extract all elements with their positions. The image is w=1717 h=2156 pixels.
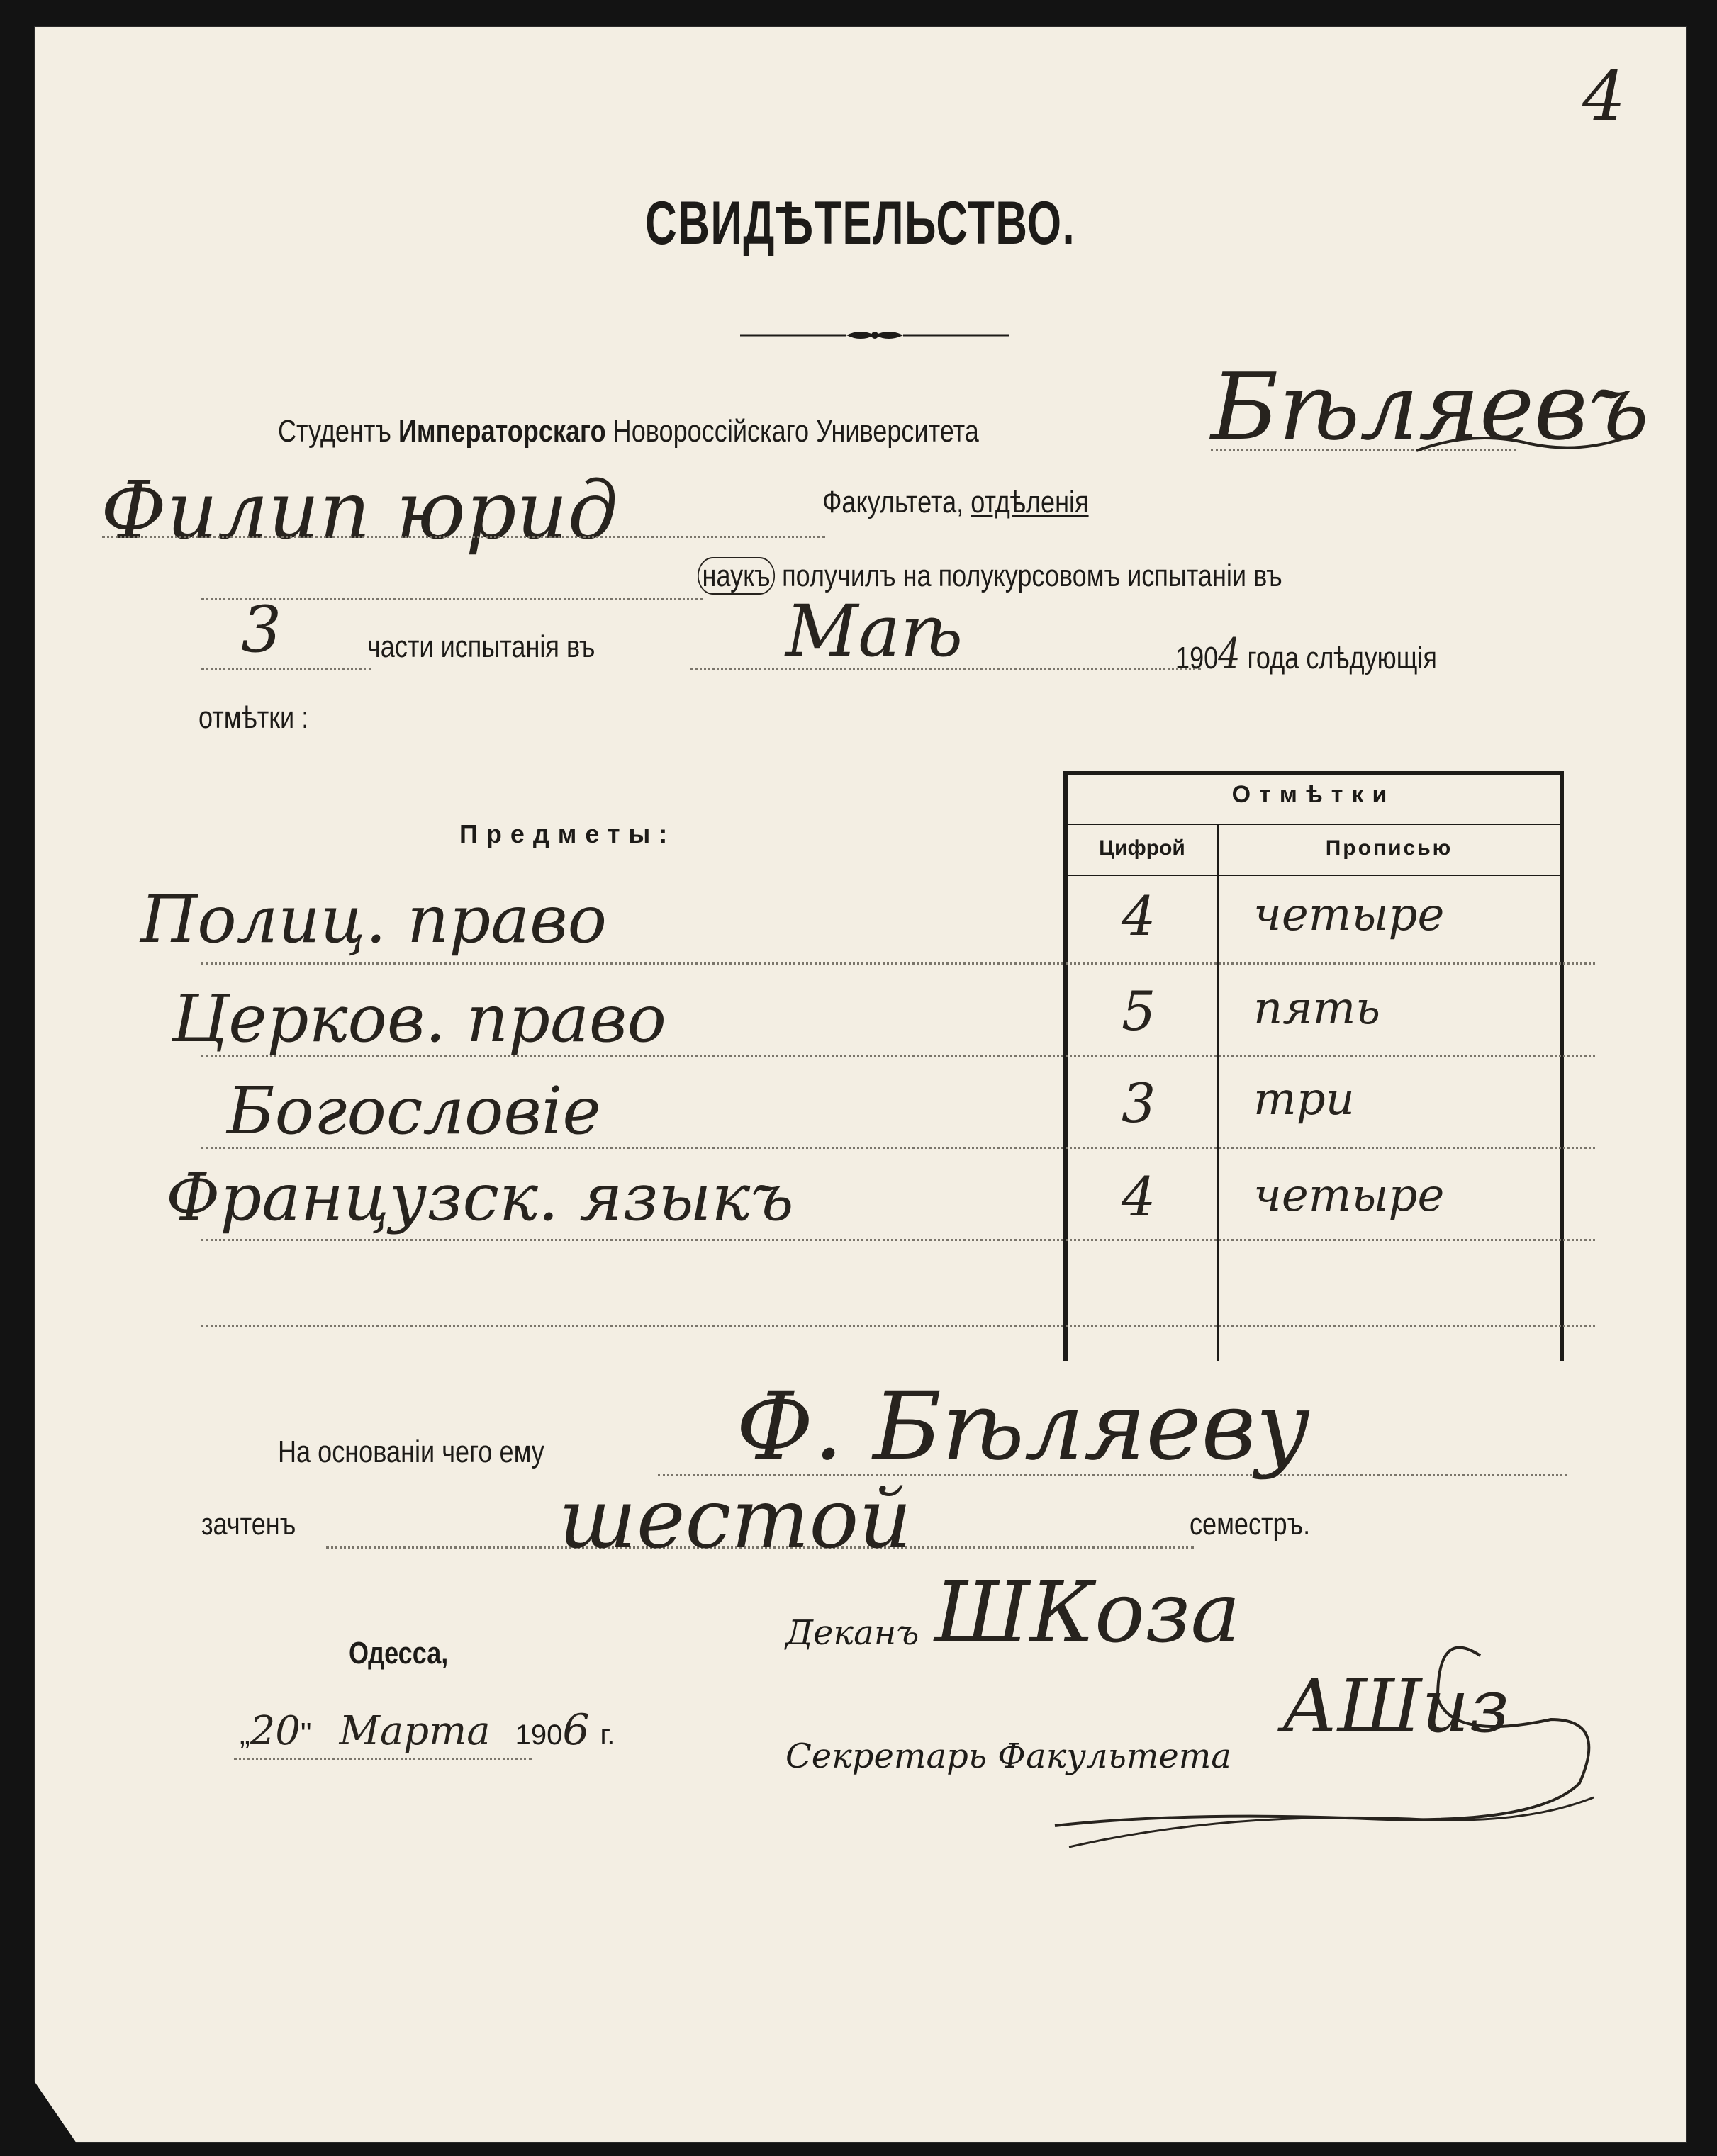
date-month-handwritten: Марта: [339, 1708, 491, 1754]
row-4-dotted-line: [201, 1239, 1595, 1241]
secretary-signature-flourish: [1041, 1613, 1622, 1868]
grade-word-2: пять: [1253, 982, 1381, 1035]
title-ornament-divider: [740, 325, 1009, 346]
student-label: Студентъ: [278, 414, 391, 449]
document-title: СВИДѢТЕЛЬСТВО.: [645, 189, 1076, 257]
exam-month-handwritten: Маѣ: [785, 590, 963, 673]
grade-word-3: три: [1253, 1073, 1355, 1125]
subjects-header: Предметы:: [459, 819, 676, 848]
university-label: Новороссійскаго Университета: [613, 414, 979, 449]
semester-handwritten: шестой: [559, 1471, 912, 1567]
subject-row-4: Французск. языкъ: [166, 1160, 794, 1235]
date-year-suffix: г.: [600, 1719, 615, 1751]
row-1-dotted-line: [201, 962, 1595, 965]
faculty-handwritten: Филип юрид: [101, 465, 618, 557]
student-line: [278, 414, 1133, 449]
date-year-handwritten: 6: [562, 1705, 590, 1755]
grade-number-4: 4: [1122, 1165, 1156, 1228]
date-day-handwritten: 20: [250, 1708, 301, 1754]
exam-line: [698, 558, 1411, 594]
city-label: Одесса,: [349, 1636, 449, 1671]
page-number: 4: [1582, 57, 1626, 136]
year-handwritten: 4: [1218, 629, 1241, 679]
dean-label: Деканъ: [785, 1613, 919, 1653]
dean-signature: ШКоза: [934, 1563, 1241, 1661]
row-2-dotted-line: [201, 1055, 1595, 1057]
sciences-label: наукъ: [698, 557, 775, 595]
recipient-name-handwritten: Ф. Бѣляеву: [736, 1372, 1310, 1481]
grade-word-4: четыре: [1253, 1169, 1445, 1222]
secretary-label: Секретарь Факультета: [785, 1736, 1231, 1776]
table-column-words: Прописью: [1325, 836, 1453, 860]
subject-row-3: Богословіе: [227, 1073, 601, 1149]
date-line: [240, 1705, 615, 1755]
student-surname-handwritten: Бѣляевъ: [1211, 353, 1650, 461]
faculty-label: Факультета,: [822, 485, 964, 520]
row-5-dotted-line: [201, 1325, 1595, 1327]
date-close-quote: ": [300, 1717, 312, 1751]
grade-word-1: четыре: [1253, 889, 1445, 941]
table-header-rule: [1068, 824, 1560, 825]
half-course-exam-label: получилъ на полукурсовомъ испытаніи въ: [782, 558, 1282, 593]
table-border-top: [1063, 771, 1564, 775]
marks-label: отмѣтки :: [198, 700, 309, 735]
surname-flourish: [1416, 422, 1629, 465]
subject-row-2: Церков. право: [172, 981, 666, 1057]
grade-number-1: 4: [1122, 885, 1156, 948]
certificate-sheet: [34, 26, 1687, 2143]
table-column-digits: Цифрой: [1099, 836, 1185, 860]
month-dotted-line: [690, 668, 1201, 670]
imperial-label: Императорскаго: [398, 414, 606, 449]
date-year-printed: 190: [515, 1719, 563, 1751]
year-printed: 190: [1175, 641, 1219, 675]
page-corner-tear: [34, 2081, 98, 2143]
following-label: года слѣдующія: [1247, 641, 1437, 675]
faculty-line: [822, 485, 1147, 520]
marks-table: [1063, 771, 1564, 1361]
table-column-divider: [1217, 824, 1219, 1361]
table-column-header-rule: [1068, 875, 1560, 876]
department-label: отдѣленія: [971, 485, 1089, 520]
grade-number-2: 5: [1122, 979, 1156, 1043]
exam-part-handwritten: 3: [241, 593, 282, 667]
date-dotted-line: [234, 1758, 532, 1760]
basis-label: На основаніи чего ему: [278, 1434, 544, 1469]
part-dotted-line: [201, 668, 371, 670]
grade-number-3: 3: [1122, 1072, 1156, 1135]
credited-label: зачтенъ: [201, 1507, 296, 1542]
secretary-signature: АШиз: [1282, 1663, 1510, 1749]
date-open-quote: „: [240, 1717, 250, 1751]
table-border-right: [1560, 771, 1564, 1361]
subject-row-1: Полиц. право: [140, 882, 608, 958]
table-header-marks: Отмѣтки: [1231, 781, 1396, 808]
exam-year-line: [1175, 629, 1494, 679]
exam-parts-label: части испытанія въ: [367, 629, 595, 664]
faculty-dotted-line: [102, 536, 825, 538]
semester-label: семестръ.: [1190, 1507, 1311, 1542]
row-3-dotted-line: [201, 1147, 1595, 1149]
